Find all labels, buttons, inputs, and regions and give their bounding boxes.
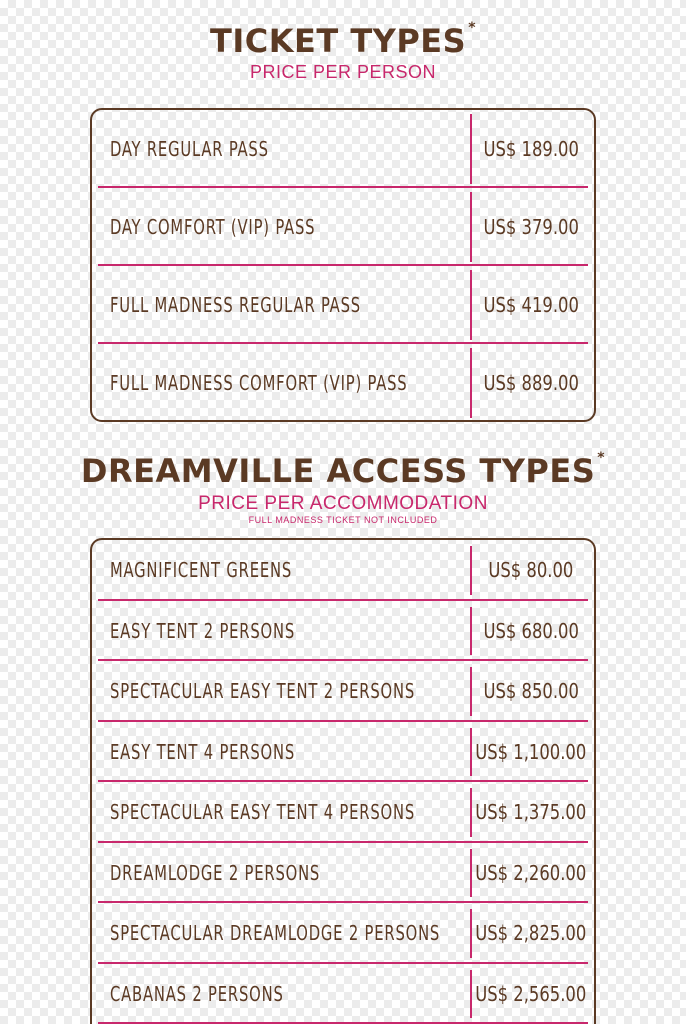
row-item-price [474,964,588,1024]
ticket-types-title [0,22,686,60]
row-item-price-text: US$ 850.00 [483,679,579,704]
row-item-name: CABANAS 2 PERSONS [110,981,284,1006]
row-column-divider [470,546,472,595]
row-item-price [474,266,588,344]
row-item-price [474,344,588,422]
row-item-name: MAGNIFICENT GREENS [110,558,293,583]
row-item-name: DAY REGULAR PASS [110,137,269,161]
row-column-divider [470,849,472,898]
row-column-divider [470,970,472,1019]
row-item-price-text: US$ 2,565.00 [475,981,587,1006]
row-item-price [474,722,588,783]
row-column-divider [470,728,472,777]
ticket-types-title-text: TICKET TYPES [209,22,467,60]
dreamville-access-types-title [0,452,686,490]
row-item-price-text: US$ 379.00 [483,215,579,239]
price-row [98,110,588,188]
row-item-name: FULL MADNESS REGULAR PASS [110,293,361,317]
row-item-name: SPECTACULAR EASY TENT 4 PERSONS [110,800,416,825]
row-item-price [474,782,588,843]
row-item-price-text: US$ 189.00 [483,137,579,161]
ticket-types-subtitle: PRICE PER PERSON [249,62,437,82]
row-column-divider [470,909,472,958]
price-row [98,843,588,904]
row-column-divider [470,348,472,418]
row-column-divider [470,270,472,340]
price-row [98,540,588,601]
row-item-price-text: US$ 419.00 [483,293,579,317]
row-item-price-text: US$ 2,260.00 [475,860,587,885]
price-row [98,344,588,422]
price-row [98,782,588,843]
price-row [98,661,588,722]
dreamville-note: FULL MADNESS TICKET NOT INCLUDED [248,515,438,525]
price-row [98,722,588,783]
row-item-price [474,661,588,722]
price-row [98,964,588,1024]
row-item-price [474,110,588,188]
row-item-name: SPECTACULAR DREAMLODGE 2 PERSONS [110,921,441,946]
row-item-name: FULL MADNESS COMFORT (VIP) PASS [110,371,408,395]
row-item-price [474,540,588,601]
price-row [98,188,588,266]
row-column-divider [470,114,472,184]
ticket-types-asterisk: * [468,20,477,36]
row-item-price-text: US$ 80.00 [488,558,574,583]
row-item-price [474,188,588,266]
dreamville-asterisk: * [597,450,606,466]
row-item-price [474,903,588,964]
row-item-name: EASY TENT 2 PERSONS [110,618,296,643]
row-item-name: SPECTACULAR EASY TENT 2 PERSONS [110,679,416,704]
row-item-price-text: US$ 680.00 [483,618,579,643]
price-row [98,903,588,964]
row-column-divider [470,788,472,837]
row-item-price-text: US$ 1,100.00 [475,739,587,764]
row-column-divider [470,667,472,716]
row-item-price-text: US$ 1,375.00 [475,800,587,825]
dreamville-subtitle: PRICE PER ACCOMMODATION [198,493,488,514]
row-item-name: EASY TENT 4 PERSONS [110,739,296,764]
row-item-name: DREAMLODGE 2 PERSONS [110,860,321,885]
price-row [98,601,588,662]
row-column-divider [470,192,472,262]
row-item-name: DAY COMFORT (VIP) PASS [110,215,316,239]
row-column-divider [470,607,472,656]
row-item-price [474,601,588,662]
row-item-price [474,843,588,904]
row-item-price-text: US$ 889.00 [483,371,579,395]
price-row [98,266,588,344]
dreamville-title-text: DREAMVILLE ACCESS TYPES [80,452,596,490]
row-item-price-text: US$ 2,825.00 [475,921,587,946]
